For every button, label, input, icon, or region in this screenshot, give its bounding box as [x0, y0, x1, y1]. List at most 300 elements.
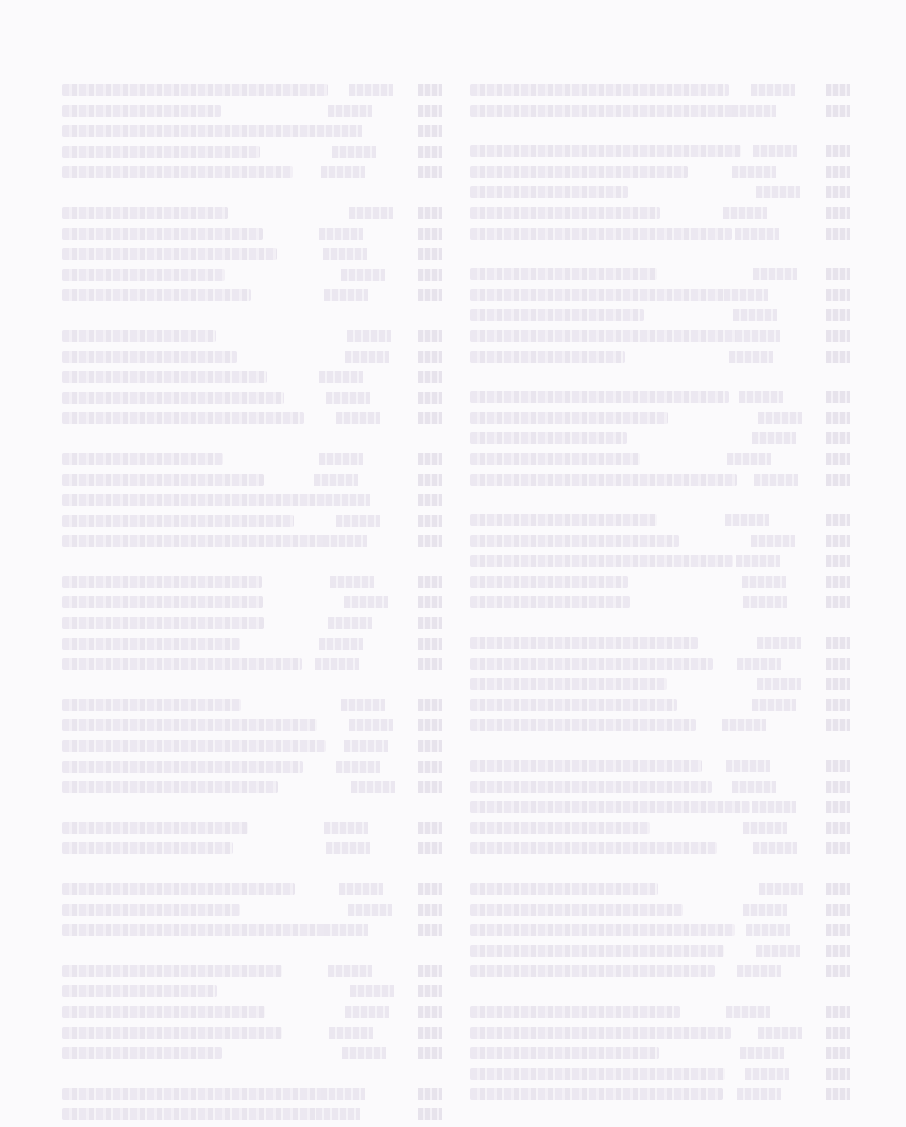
faded-entry-number: [418, 494, 442, 506]
faded-entry-value: [328, 105, 372, 117]
faded-entry-value: [328, 617, 372, 629]
faded-entry-number: [826, 658, 850, 670]
faded-entry-number: [826, 945, 850, 957]
entry-line: [62, 574, 442, 595]
faded-entry-text: [62, 842, 233, 854]
faded-entry-text: [470, 637, 698, 649]
faded-entry-number: [826, 268, 850, 280]
entry-line: [470, 779, 850, 800]
faded-entry-number: [826, 904, 850, 916]
faded-entry-text: [470, 1027, 731, 1039]
faded-entry-text: [470, 289, 737, 301]
entry-line: [62, 1106, 442, 1127]
entry-line: [62, 226, 442, 247]
entry-line: [470, 1045, 850, 1066]
faded-entry-text: [470, 965, 715, 977]
faded-entry-number: [826, 289, 850, 301]
entry-group: [470, 82, 850, 123]
entry-line: [62, 1045, 442, 1066]
entry-line: [62, 328, 442, 349]
group-spacer: [470, 861, 850, 881]
entry-line: [470, 533, 850, 554]
entry-line: [62, 103, 442, 124]
faded-entry-text: [62, 351, 237, 363]
faded-entry-number: [418, 699, 442, 711]
faded-entry-value: [756, 186, 800, 198]
faded-entry-text: [470, 883, 658, 895]
faded-entry-number: [826, 309, 850, 321]
faded-entry-value: [316, 1108, 360, 1120]
faded-entry-value: [318, 125, 362, 137]
faded-entry-text: [470, 904, 683, 916]
right-column: [470, 82, 850, 1127]
faded-entry-number: [418, 248, 442, 260]
faded-entry-number: [418, 453, 442, 465]
faded-entry-value: [756, 945, 800, 957]
entry-line: [470, 717, 850, 738]
faded-entry-text: [62, 781, 278, 793]
entry-group: [62, 697, 442, 800]
entry-line: [62, 472, 442, 493]
faded-entry-text: [62, 289, 251, 301]
faded-entry-value: [732, 105, 776, 117]
faded-entry-text: [470, 84, 729, 96]
group-spacer: [470, 246, 850, 266]
faded-entry-value: [751, 535, 795, 547]
faded-entry-text: [62, 228, 263, 240]
faded-entry-text: [470, 145, 741, 157]
faded-entry-text: [470, 351, 625, 363]
faded-entry-number: [418, 166, 442, 178]
faded-entry-number: [826, 719, 850, 731]
entry-line: [62, 717, 442, 738]
faded-entry-text: [62, 904, 240, 916]
group-spacer: [62, 861, 442, 881]
faded-entry-value: [759, 883, 803, 895]
entry-line: [62, 656, 442, 677]
faded-entry-text: [470, 596, 630, 608]
faded-entry-text: [470, 658, 713, 670]
faded-entry-text: [62, 596, 263, 608]
entry-line: [470, 143, 850, 164]
entry-line: [62, 287, 442, 308]
faded-entry-value: [732, 781, 776, 793]
faded-entry-value: [733, 309, 777, 321]
faded-entry-value: [349, 719, 393, 731]
faded-entry-text: [470, 945, 724, 957]
faded-entry-number: [826, 822, 850, 834]
entry-line: [470, 164, 850, 185]
entry-line: [62, 513, 442, 534]
faded-entry-value: [315, 658, 359, 670]
faded-entry-number: [826, 699, 850, 711]
faded-entry-text: [62, 883, 295, 895]
faded-entry-value: [326, 842, 370, 854]
faded-entry-text: [470, 1047, 659, 1059]
faded-entry-text: [470, 474, 737, 486]
faded-entry-number: [826, 924, 850, 936]
faded-entry-text: [62, 1027, 282, 1039]
faded-entry-number: [826, 801, 850, 813]
faded-entry-value: [329, 1027, 373, 1039]
entry-group: [62, 963, 442, 1066]
entry-group: [62, 574, 442, 677]
faded-entry-text: [470, 760, 702, 772]
entry-line: [470, 1004, 850, 1025]
faded-entry-number: [826, 1047, 850, 1059]
group-spacer: [470, 738, 850, 758]
faded-entry-text: [470, 309, 644, 321]
faded-entry-value: [319, 638, 363, 650]
entry-line: [470, 184, 850, 205]
faded-entry-number: [418, 105, 442, 117]
faded-entry-number: [418, 1027, 442, 1039]
faded-entry-number: [826, 555, 850, 567]
faded-entry-value: [344, 740, 388, 752]
entry-group: [470, 635, 850, 738]
faded-entry-text: [470, 228, 732, 240]
faded-entry-value: [743, 596, 787, 608]
entry-group: [62, 1086, 442, 1127]
entry-line: [470, 410, 850, 431]
faded-entry-text: [62, 474, 264, 486]
entry-line: [470, 799, 850, 820]
faded-entry-text: [62, 1088, 322, 1100]
faded-entry-value: [725, 514, 769, 526]
faded-entry-number: [418, 596, 442, 608]
faded-entry-value: [746, 924, 790, 936]
faded-entry-value: [758, 1027, 802, 1039]
faded-entry-number: [826, 514, 850, 526]
faded-entry-text: [62, 248, 277, 260]
faded-entry-text: [62, 392, 284, 404]
entry-line: [62, 697, 442, 718]
entry-group: [470, 512, 850, 615]
faded-entry-value: [336, 412, 380, 424]
faded-entry-value: [350, 985, 394, 997]
faded-entry-number: [826, 432, 850, 444]
entry-line: [62, 390, 442, 411]
faded-entry-number: [418, 719, 442, 731]
faded-entry-number: [826, 535, 850, 547]
faded-entry-value: [732, 166, 776, 178]
faded-entry-value: [345, 1006, 389, 1018]
faded-entry-number: [418, 883, 442, 895]
entry-line: [470, 472, 850, 493]
entry-line: [62, 82, 442, 103]
faded-entry-number: [826, 781, 850, 793]
faded-entry-text: [470, 453, 640, 465]
faded-entry-number: [418, 761, 442, 773]
entry-line: [62, 820, 442, 841]
faded-entry-text: [62, 125, 330, 137]
entry-group: [62, 328, 442, 431]
entry-group: [470, 266, 850, 369]
entry-line: [470, 820, 850, 841]
entry-line: [470, 697, 850, 718]
faded-entry-number: [826, 351, 850, 363]
faded-entry-text: [62, 1006, 265, 1018]
entry-line: [470, 963, 850, 984]
faded-entry-number: [826, 391, 850, 403]
faded-entry-value: [341, 269, 385, 281]
entry-line: [62, 983, 442, 1004]
faded-entry-number: [826, 453, 850, 465]
faded-entry-text: [470, 1068, 725, 1080]
faded-entry-number: [418, 330, 442, 342]
faded-entry-value: [347, 330, 391, 342]
faded-entry-value: [332, 146, 376, 158]
group-spacer: [470, 123, 850, 143]
group-spacer: [62, 308, 442, 328]
faded-entry-text: [62, 494, 342, 506]
faded-entry-number: [826, 760, 850, 772]
faded-entry-text: [62, 1108, 339, 1120]
faded-entry-text: [470, 186, 628, 198]
group-spacer: [470, 1107, 850, 1127]
faded-entry-text: [62, 699, 241, 711]
entry-line: [470, 82, 850, 103]
faded-entry-text: [62, 924, 336, 936]
faded-entry-number: [826, 1088, 850, 1100]
faded-entry-number: [826, 965, 850, 977]
entry-group: [62, 881, 442, 943]
faded-entry-value: [743, 904, 787, 916]
faded-entry-text: [470, 719, 696, 731]
faded-entry-number: [418, 515, 442, 527]
faded-entry-value: [349, 84, 393, 96]
faded-entry-value: [326, 392, 370, 404]
entry-line: [62, 840, 442, 861]
faded-entry-number: [418, 371, 442, 383]
entry-line: [62, 492, 442, 513]
entry-line: [62, 533, 442, 554]
faded-entry-text: [62, 617, 264, 629]
faded-entry-value: [330, 576, 374, 588]
faded-entry-number: [418, 125, 442, 137]
faded-entry-text: [62, 146, 260, 158]
faded-entry-value: [319, 371, 363, 383]
faded-entry-text: [62, 453, 223, 465]
faded-entry-number: [826, 1068, 850, 1080]
entry-line: [62, 164, 442, 185]
faded-entry-value: [319, 453, 363, 465]
group-spacer: [470, 492, 850, 512]
faded-entry-number: [418, 617, 442, 629]
faded-entry-number: [418, 576, 442, 588]
faded-entry-number: [418, 1108, 442, 1120]
group-spacer: [62, 431, 442, 451]
faded-entry-text: [62, 719, 317, 731]
faded-entry-value: [742, 576, 786, 588]
faded-entry-value: [336, 515, 380, 527]
faded-entry-value: [740, 1047, 784, 1059]
entry-line: [470, 328, 850, 349]
faded-entry-text: [470, 801, 750, 813]
faded-entry-value: [321, 166, 365, 178]
faded-entry-value: [339, 883, 383, 895]
faded-entry-text: [470, 207, 660, 219]
group-spacer: [470, 615, 850, 635]
entry-line: [470, 881, 850, 902]
faded-entry-value: [348, 904, 392, 916]
entry-line: [62, 881, 442, 902]
entry-line: [470, 1025, 850, 1046]
faded-entry-text: [62, 822, 248, 834]
faded-entry-value: [321, 1088, 365, 1100]
faded-entry-text: [470, 166, 688, 178]
entry-line: [470, 512, 850, 533]
faded-entry-value: [351, 781, 395, 793]
faded-entry-text: [470, 576, 628, 588]
faded-entry-value: [736, 330, 780, 342]
group-spacer: [62, 677, 442, 697]
group-spacer: [470, 369, 850, 389]
faded-entry-text: [62, 105, 221, 117]
entry-line: [470, 226, 850, 247]
faded-entry-number: [418, 269, 442, 281]
faded-entry-number: [418, 781, 442, 793]
faded-entry-text: [470, 1006, 680, 1018]
faded-entry-number: [826, 228, 850, 240]
faded-entry-number: [418, 924, 442, 936]
faded-entry-value: [737, 1088, 781, 1100]
faded-entry-text: [470, 924, 735, 936]
entry-line: [62, 963, 442, 984]
faded-entry-value: [724, 289, 768, 301]
entry-line: [470, 902, 850, 923]
faded-entry-value: [723, 207, 767, 219]
entry-line: [470, 103, 850, 124]
faded-entry-text: [470, 412, 668, 424]
faded-entry-number: [826, 576, 850, 588]
entry-line: [470, 656, 850, 677]
faded-entry-text: [62, 371, 267, 383]
faded-entry-number: [826, 330, 850, 342]
entry-line: [62, 902, 442, 923]
entry-line: [62, 123, 442, 144]
entry-line: [470, 676, 850, 697]
entry-line: [470, 205, 850, 226]
entry-line: [62, 1086, 442, 1107]
entry-line: [62, 615, 442, 636]
faded-entry-number: [418, 842, 442, 854]
faded-entry-value: [341, 699, 385, 711]
faded-entry-value: [726, 1006, 770, 1018]
entry-line: [62, 246, 442, 267]
faded-entry-text: [470, 842, 717, 854]
faded-entry-number: [418, 658, 442, 670]
entry-line: [62, 369, 442, 390]
faded-entry-value: [344, 596, 388, 608]
faded-entry-text: [62, 761, 303, 773]
entry-group: [62, 205, 442, 308]
faded-entry-text: [470, 514, 657, 526]
faded-entry-value: [737, 658, 781, 670]
faded-entry-text: [470, 1088, 723, 1100]
entry-group: [470, 389, 850, 492]
entry-line: [470, 922, 850, 943]
entry-line: [470, 758, 850, 779]
faded-entry-number: [418, 146, 442, 158]
faded-entry-value: [722, 719, 766, 731]
faded-entry-text: [62, 576, 262, 588]
faded-entry-value: [752, 801, 796, 813]
entry-line: [470, 840, 850, 861]
entry-line: [62, 451, 442, 472]
faded-entry-text: [62, 515, 294, 527]
faded-entry-number: [418, 474, 442, 486]
faded-entry-number: [826, 207, 850, 219]
faded-entry-number: [418, 822, 442, 834]
faded-entry-value: [323, 535, 367, 547]
faded-entry-text: [62, 1047, 222, 1059]
faded-entry-text: [470, 330, 743, 342]
faded-entry-value: [319, 228, 363, 240]
faded-entry-number: [826, 166, 850, 178]
entry-group: [470, 758, 850, 861]
faded-entry-text: [62, 84, 328, 96]
entry-group: [62, 82, 442, 185]
faded-entry-text: [62, 638, 240, 650]
faded-entry-text: [470, 555, 733, 567]
faded-entry-value: [314, 474, 358, 486]
entry-line: [62, 410, 442, 431]
entry-line: [62, 205, 442, 226]
entry-line: [62, 779, 442, 800]
entry-line: [62, 759, 442, 780]
faded-entry-text: [62, 658, 302, 670]
entry-line: [62, 1004, 442, 1025]
faded-entry-number: [418, 392, 442, 404]
faded-entry-number: [418, 638, 442, 650]
faded-entry-value: [752, 699, 796, 711]
entry-line: [62, 1025, 442, 1046]
entry-line: [470, 574, 850, 595]
entry-group: [470, 1004, 850, 1107]
faded-entry-value: [323, 248, 367, 260]
faded-entry-value: [736, 555, 780, 567]
faded-entry-text: [62, 740, 326, 752]
faded-entry-number: [826, 678, 850, 690]
faded-entry-number: [826, 105, 850, 117]
faded-entry-text: [470, 535, 679, 547]
faded-entry-value: [753, 268, 797, 280]
faded-entry-text: [470, 699, 677, 711]
group-spacer: [62, 800, 442, 820]
entry-line: [470, 1086, 850, 1107]
faded-entry-number: [826, 84, 850, 96]
faded-entry-value: [757, 678, 801, 690]
faded-entry-text: [470, 678, 667, 690]
running-header: [0, 30, 906, 50]
faded-entry-value: [342, 1047, 386, 1059]
faded-entry-number: [826, 596, 850, 608]
faded-entry-number: [418, 535, 442, 547]
faded-entry-number: [418, 1047, 442, 1059]
faded-entry-value: [737, 965, 781, 977]
faded-entry-number: [418, 351, 442, 363]
faded-entry-value: [727, 453, 771, 465]
entry-line: [470, 594, 850, 615]
faded-entry-number: [826, 412, 850, 424]
faded-entry-value: [345, 351, 389, 363]
faded-entry-value: [735, 228, 779, 240]
faded-entry-value: [753, 842, 797, 854]
entry-line: [470, 635, 850, 656]
entry-line: [62, 267, 442, 288]
faded-entry-number: [418, 965, 442, 977]
